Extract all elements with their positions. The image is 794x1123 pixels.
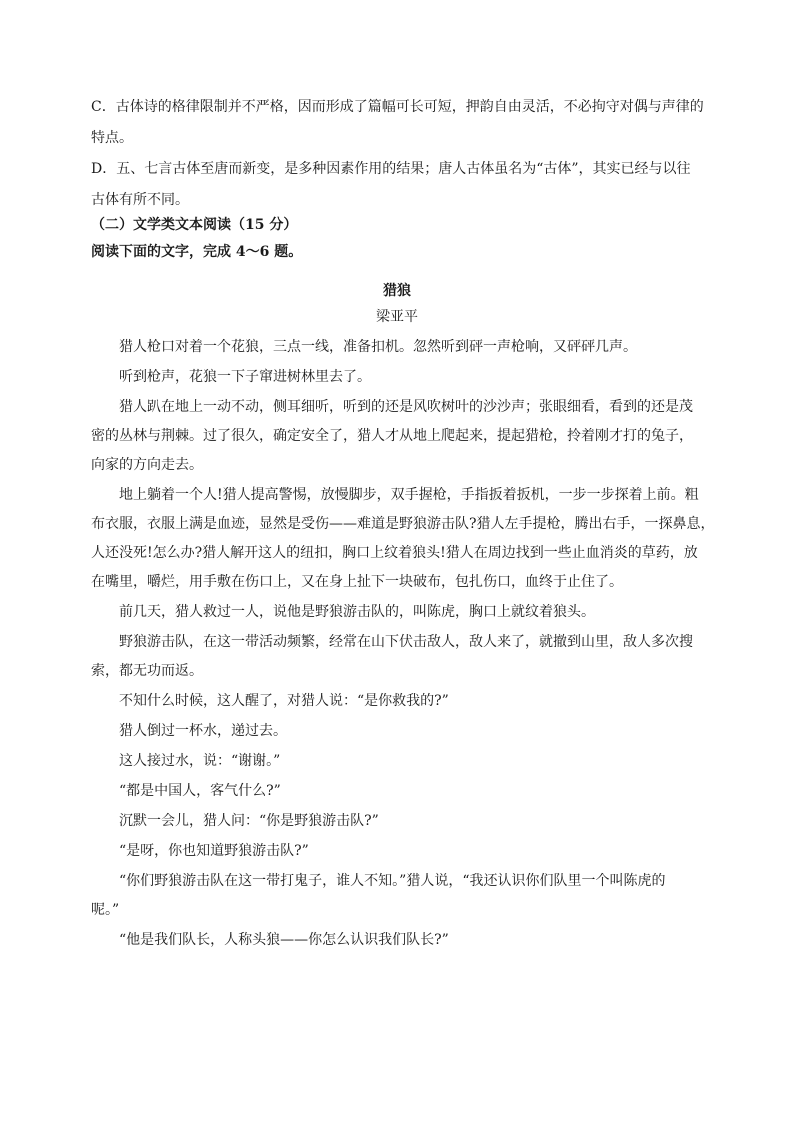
option-c-line-1: C．古体诗的格律限制并不严格，因而形成了篇幅可长可短，押韵自由灵活，不必拘守对偶与声律的 bbox=[91, 99, 704, 115]
option-d-line-1: D．五、七言古体至唐而新变，是多种因素作用的结果；唐人古体虽名为“古体”，其实已经与以往 bbox=[91, 161, 691, 177]
paragraph-line: “是呀，你也知道野狼游击队?” bbox=[119, 843, 309, 859]
paragraph-line: “他是我们队长，人称头狼——你怎么认识我们队长?” bbox=[119, 932, 449, 948]
story-title: 猎狼 bbox=[383, 283, 411, 299]
story-paragraph bbox=[91, 333, 703, 362]
paragraph-line: “都是中国人，客气什么?” bbox=[119, 783, 281, 799]
option-c-line-2: 特点。 bbox=[91, 130, 133, 146]
story-paragraph bbox=[91, 867, 703, 925]
reading-instruction: 阅读下面的文字，完成 4～6 题。 bbox=[91, 244, 303, 260]
paragraph-line: 猎人倒过一杯水，递过去。 bbox=[119, 723, 287, 739]
paragraph-line: 听到枪声，花狼一下子窜进树林里去了。 bbox=[119, 369, 371, 385]
paragraph-line: 这人接过水，说：“谢谢。” bbox=[119, 753, 281, 769]
paragraph-line: 猎人枪口对着一个花狼，三点一线，准备扣机。忽然听到砰一声枪响，又砰砰几声。 bbox=[119, 339, 637, 355]
option-d-line-2: 古体有所不同。 bbox=[91, 192, 189, 208]
paragraph-line: 呢。” bbox=[91, 902, 120, 918]
story-paragraph bbox=[91, 717, 703, 746]
story-paragraph bbox=[91, 807, 703, 836]
story-paragraph bbox=[91, 837, 703, 866]
paragraph-line: 布衣服，衣服上满是血迹，显然是受伤——难道是野狼游击队?猎人左手提枪，腾出右手，一探鼻息， bbox=[91, 516, 715, 532]
story-paragraph bbox=[91, 393, 703, 480]
paragraph-line: 人还没死!怎么办?猎人解开这人的纽扣，胸口上纹着狼头!猎人在周边找到一些止血消炎的草药，放 bbox=[91, 545, 698, 561]
story-paragraph bbox=[91, 481, 715, 597]
paragraph-line: 在嘴里，嚼烂，用手敷在伤口上，又在身上扯下一块破布，包扎伤口，血终于止住了。 bbox=[91, 574, 623, 590]
story-paragraph bbox=[91, 363, 703, 392]
paragraph-line: “你们野狼游击队在这一带打鬼子，谁人不知。”猎人说，“我还认识你们队里一个叫陈虎的 bbox=[119, 873, 666, 889]
paragraph-line: 索，都无功而返。 bbox=[91, 663, 203, 679]
paragraph-line: 沉默一会儿，猎人问：“你是野狼游击队?” bbox=[119, 813, 379, 829]
story-author: 梁亚平 bbox=[376, 309, 418, 325]
paragraph-line: 前几天，猎人救过一人，说他是野狼游击队的，叫陈虎，胸口上就纹着狼头。 bbox=[119, 604, 595, 620]
story-paragraph bbox=[91, 628, 703, 686]
story-paragraph bbox=[91, 598, 703, 627]
story-paragraph bbox=[91, 687, 703, 716]
section-heading: （二）文学类文本阅读（15 分） bbox=[91, 217, 298, 233]
paragraph-line: 地上躺着一个人!猎人提高警惕，放慢脚步，双手握枪，手指扳着扳机，一步一步探着上前。粗 bbox=[119, 487, 699, 503]
paragraph-line: 向家的方向走去。 bbox=[91, 457, 203, 473]
paragraph-line: 密的丛林与荆棘。过了很久，确定安全了，猎人才从地上爬起来，提起猎枪，拎着刚才打的兔子， bbox=[91, 428, 693, 444]
option-c bbox=[91, 96, 703, 149]
paragraph-line: 猎人趴在地上一动不动，侧耳细听，听到的还是风吹树叶的沙沙声；张眼细看，看到的还是茂 bbox=[119, 399, 693, 415]
paragraph-line: 不知什么时候，这人醒了，对猎人说：“是你救我的?” bbox=[119, 693, 449, 709]
option-d bbox=[91, 158, 703, 211]
story-paragraph bbox=[91, 926, 703, 955]
story-paragraph bbox=[91, 777, 703, 806]
story-paragraph bbox=[91, 747, 703, 776]
document-page bbox=[91, 96, 715, 955]
paragraph-line: 野狼游击队，在这一带活动频繁，经常在山下伏击敌人，敌人来了，就撤到山里，敌人多次搜 bbox=[119, 634, 693, 650]
